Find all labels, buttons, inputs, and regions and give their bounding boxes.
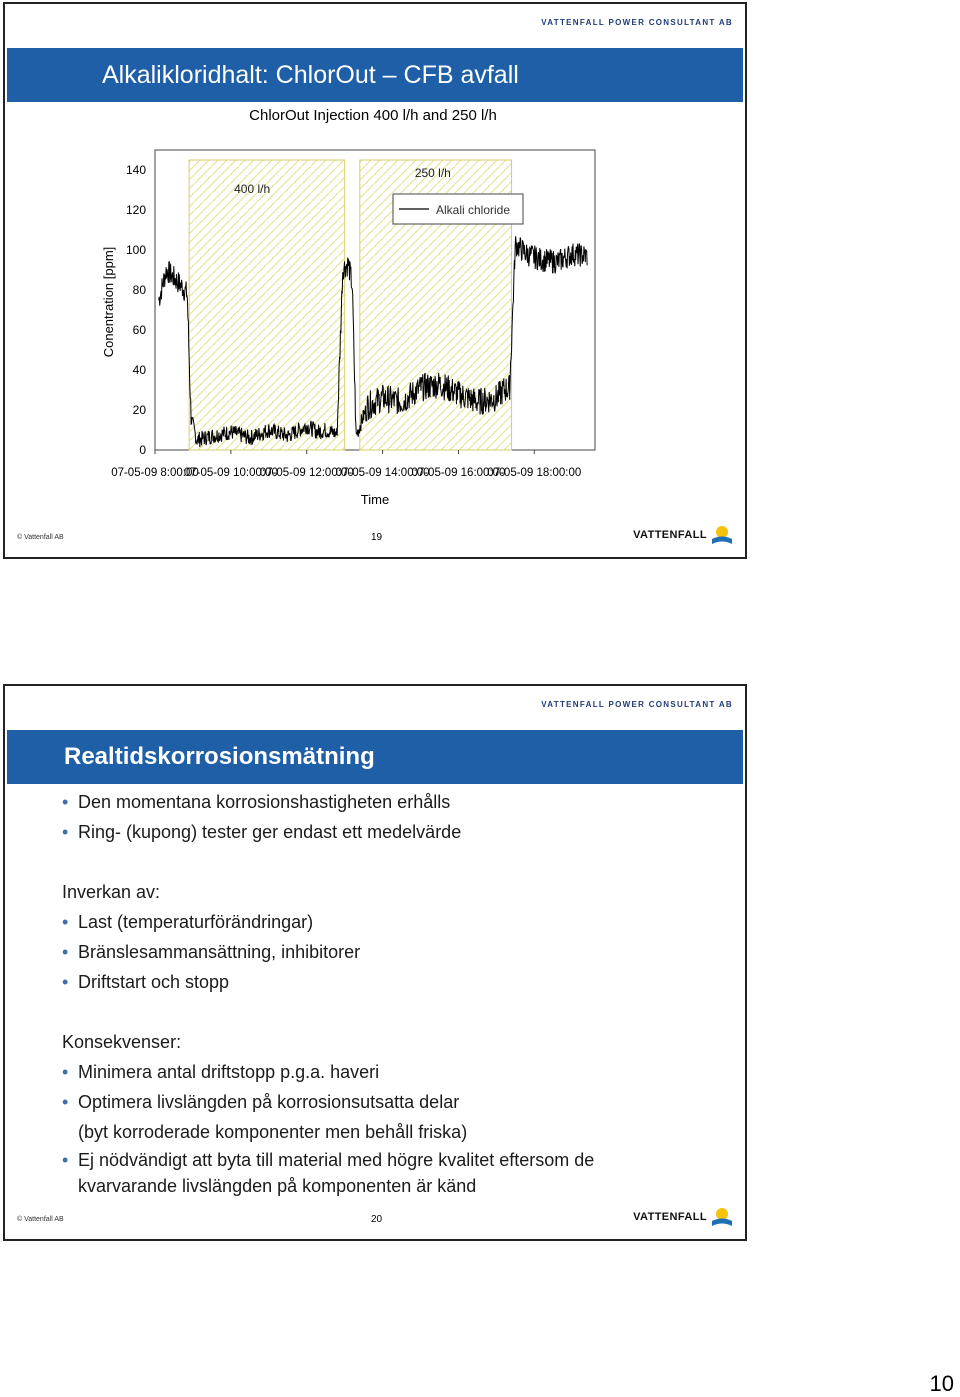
logo-wordmark: VATTENFALL bbox=[633, 529, 707, 541]
inverkan-heading: Inverkan av: bbox=[62, 882, 161, 902]
bullet-item: • Optimera livslängden på korrosionsutsatta delar bbox=[62, 1087, 594, 1117]
chart-title: ChlorOut Injection 400 l/h and 250 l/h bbox=[249, 107, 497, 124]
y-tick-label: 60 bbox=[132, 323, 146, 337]
document-page-number: 10 bbox=[929, 1371, 954, 1396]
x-tick-label: 07-05-09 8:00:00 bbox=[111, 467, 199, 479]
title-bar bbox=[7, 730, 743, 784]
bullet-continuation: (byt korroderade komponenter men behåll friska) bbox=[78, 1122, 468, 1142]
copyright: © Vattenfall AB bbox=[17, 1216, 64, 1223]
y-tick-label: 120 bbox=[125, 203, 146, 217]
y-tick-label: 40 bbox=[132, 363, 146, 377]
bullet-item: • Ej nödvändigt att byta till material med högre kvalitet eftersom de bbox=[62, 1147, 594, 1173]
bullet-item: • Ring- (kupong) tester ger endast ett medelvärde bbox=[62, 817, 594, 847]
y-tick-label: 100 bbox=[125, 243, 146, 257]
bullet-list bbox=[62, 787, 594, 1199]
y-tick-label: 140 bbox=[125, 163, 146, 177]
bullet-item: • Den momentana korrosionshastigheten erhålls bbox=[62, 787, 594, 817]
x-tick-label: 07-05-09 12:00:00 bbox=[259, 467, 354, 479]
x-tick-label: 07-05-09 14:00:00 bbox=[335, 467, 430, 479]
region-label: 250 l/h bbox=[414, 166, 451, 180]
y-tick-label: 80 bbox=[132, 283, 146, 297]
slide-title: Alkalikloridhalt: ChlorOut – CFB avfall bbox=[102, 61, 519, 89]
slide-19 bbox=[3, 2, 747, 559]
slide-number: 19 bbox=[371, 532, 383, 543]
x-tick-label: 07-05-09 16:00:00 bbox=[411, 467, 506, 479]
konsekvenser-heading: Konsekvenser: bbox=[62, 1032, 182, 1052]
slide-number: 20 bbox=[371, 1214, 383, 1225]
chloride-chart bbox=[5, 4, 745, 557]
bullet-item: • Driftstart och stopp bbox=[62, 967, 594, 997]
vattenfall-sun-icon bbox=[711, 524, 733, 546]
bullet-item: • Last (temperaturförändringar) bbox=[62, 907, 594, 937]
y-tick-label: 0 bbox=[139, 443, 146, 457]
x-tick-label: 07-05-09 10:00:00 bbox=[183, 467, 278, 479]
y-axis-label: Conentration [ppm] bbox=[101, 246, 116, 358]
x-tick-label: 07-05-09 18:00:00 bbox=[487, 467, 582, 479]
slide-20 bbox=[3, 684, 747, 1241]
legend-alkali-chloride: Alkali chloride bbox=[436, 203, 511, 217]
vattenfall-sun-icon bbox=[711, 1206, 733, 1228]
logo-wordmark: VATTENFALL bbox=[633, 1211, 707, 1223]
y-tick-label: 20 bbox=[132, 403, 146, 417]
slide-title: Realtidskorrosionsmätning bbox=[64, 743, 375, 770]
injection-region bbox=[189, 160, 345, 450]
bullet-item: • Minimera antal driftstopp p.g.a. haveri bbox=[62, 1057, 594, 1087]
consultant-label: VATTENFALL POWER CONSULTANT AB bbox=[541, 700, 733, 709]
vattenfall-logo bbox=[633, 523, 733, 547]
legend bbox=[393, 194, 523, 224]
region-label: 400 l/h bbox=[234, 182, 271, 196]
copyright: © Vattenfall AB bbox=[17, 534, 64, 541]
bullet-item: • Bränslesammansättning, inhibitorer bbox=[62, 937, 594, 967]
consultant-label: VATTENFALL POWER CONSULTANT AB bbox=[541, 18, 733, 27]
x-axis-label: Time bbox=[360, 492, 390, 507]
bullet-continuation: kvarvarande livslängden på komponenten är känd bbox=[78, 1176, 477, 1196]
vattenfall-logo bbox=[633, 1205, 733, 1229]
